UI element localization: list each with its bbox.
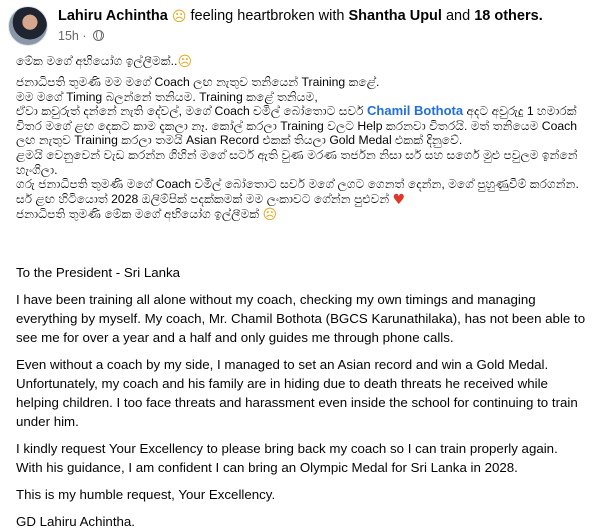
- paragraph-4: This is my humble request, Your Excellency.: [16, 487, 276, 502]
- and-text: and: [445, 8, 471, 24]
- sinhala-line: විතර මගේ ළඟ දෙකට කාම දැකලා නෑ. කෝල් කරලා Training වලට Help කරනවා විතරයි. මත් තනියෙම Coach: [16, 118, 578, 133]
- crying-face-icon: ☹: [262, 206, 278, 223]
- feeling-sad-icon: ☹: [171, 9, 187, 25]
- tagged-person[interactable]: Shantha Upul: [348, 8, 442, 24]
- author-name[interactable]: Lahiru Achintha: [58, 8, 168, 24]
- sinhala-line-text: මේක මගේ අභියෝග ඉල්ලීමක්..: [16, 54, 178, 68]
- sinhala-text: [16, 54, 592, 222]
- paragraph-2: Even without a coach by my side, I managed to set an Asian record and win a Gold Medal. Unfortunately, my coach and his family are in hiding due to death threats he received while helping children. I too face threats and harassment even inside the school for continuing to train under him.: [16, 357, 578, 429]
- sad-face-icon: ☹: [177, 54, 193, 70]
- sinhala-line-text: අදට අවුරුදු 1 හමාරක්: [463, 104, 577, 119]
- strawberry-icon: ♥: [392, 191, 406, 208]
- spacer: [16, 431, 588, 439]
- post-header: [8, 6, 592, 46]
- sinhala-line: ජනාධිපති තුමණි මම මගේ Coach ලඟ නැතුව තනියෙන් Training කළේ.: [16, 75, 380, 89]
- spacer: [16, 282, 588, 290]
- post-meta: [58, 28, 104, 44]
- paragraph-3: I kindly request Your Excellency to please bring back my coach so I can train properly again. With his guidance, I am confident I can bring an Olympic Medal for Sri Lanka in 2028.: [16, 441, 558, 475]
- sinhala-line-text: ජනාධිපති තුමණි මේක මගේ අභියෝග ඉල්ලීමක්: [16, 206, 263, 221]
- post-header-line: [58, 7, 592, 25]
- others-link[interactable]: 18 others.: [474, 8, 543, 24]
- chamil-bothota-link[interactable]: Chamil Bothota: [367, 103, 464, 119]
- feeling-text: feeling heartbroken with: [190, 8, 345, 24]
- author-avatar[interactable]: [8, 6, 48, 46]
- english-text: [16, 263, 588, 531]
- sinhala-line-text: සර් ළඟ හිටියොත් 2028 ඔලිම්පික් පදක්කමක් මම ලංකාවට ගේන්න පුළුවන්: [16, 191, 393, 206]
- paragraph-1: I have been training all alone without my coach, checking my own timings and managing everything by myself. My coach, Mr. Chamil Bothota (BGCS Karunathilaka), has not been able to see me for over a year and a half and only guides me through phone calls.: [16, 292, 586, 345]
- sinhala-line: [16, 207, 592, 222]
- spacer: [16, 347, 588, 355]
- post-timestamp[interactable]: 15h: [58, 29, 79, 43]
- sinhala-line-text: ඒවා කවුරුත් දන්නේ නැති දේවල්, මගේ Coach චමිල් බෝතොට සර්ව: [16, 104, 368, 119]
- sinhala-line: හැංගිලා.: [16, 162, 58, 177]
- sinhala-line: ගරු ජනාධිපති තුමණි මගේ Coach චමිල් බෝතොට සර්ව මගේ ලගට ගෙනත් දෙන්න, මගේ පුහුණුවීම් කරගන්න.: [16, 177, 579, 192]
- sinhala-line: මම මගේ Timing බලන්නේ තනියම. Training කළේ තනියම,: [16, 89, 318, 104]
- spacer: [16, 477, 588, 485]
- globe-icon[interactable]: [93, 30, 104, 41]
- meta-separator: ·: [82, 29, 87, 43]
- sinhala-line: [16, 192, 592, 207]
- sinhala-line: [16, 104, 592, 119]
- sinhala-line: [16, 54, 592, 69]
- spacer: [16, 504, 588, 512]
- signature: GD Lahiru Achintha.: [16, 514, 136, 529]
- salutation: To the President - Sri Lanka: [16, 265, 181, 280]
- sinhala-line: ළමයි වෙනුවෙන් වැඩ කරන්න ගිහින් මගේ සර්ට ඇති වුණ මරණ තර්ජන නිසා සර් සහ සර්ගෙ මුළු පවුලම ඉන්නේ: [16, 147, 578, 162]
- sinhala-line: ලඟ නැතුව Training කරලා තමයි Asian Record එකක් තියලා Gold Medal එකක් දිනුවේ.: [16, 133, 463, 148]
